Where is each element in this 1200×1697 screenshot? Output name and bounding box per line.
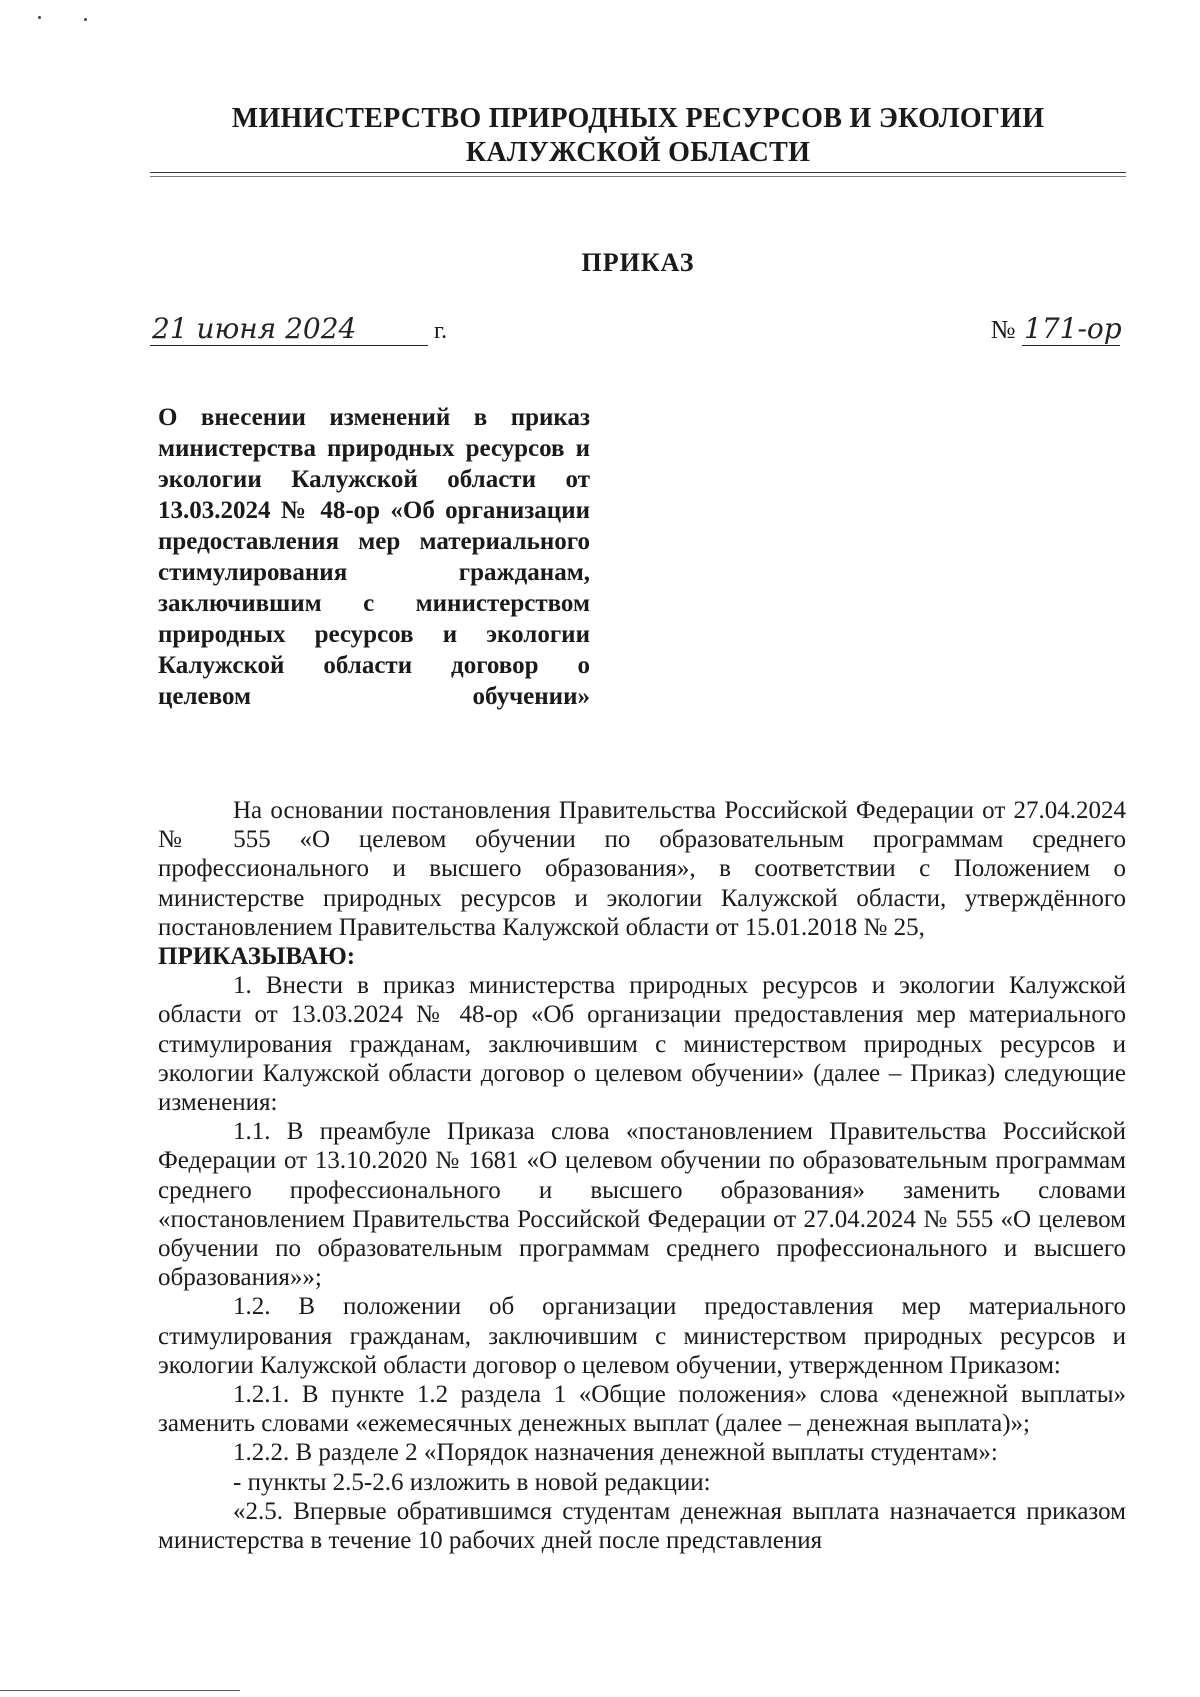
ministry-header [150, 102, 1126, 170]
footer-rule [0, 1690, 240, 1691]
handwritten-number: 171-ор [1024, 312, 1122, 345]
document-number [991, 312, 1120, 346]
paragraph-1: 1. Внести в приказ министерства природных ресурсов и экологии Калужской области от 13.03.2024 № 48-ор «Об организации предоставления мер материального стимулирования гражданам, заключившим с министерством природных ресурсов и экологии Калужской области договор о целевом обучении» (далее – Приказ) следующие изменения: [158, 972, 1126, 1117]
header-rule-secondary [150, 176, 1126, 177]
handwritten-date: 21 июня 2024 [150, 312, 428, 346]
paragraph-1-1: 1.1. В преамбуле Приказа слова «постановлением Правительства Российской Федерации от 13.10.2020 № 1681 «О целевом обучении по образовательным программам среднего профессионального и высшего образования» заменить словами «постановлением Правительства Российской Федерации от 27.04.2024 № 555 «О целевом обучении по образовательным программам среднего профессионального и высшего образования»»; [158, 1118, 1126, 1292]
document-body [158, 796, 1126, 1555]
document-subject: О внесении изменений в приказ министерства природных ресурсов и экологии Калужской области от 13.03.2024 № 48-ор «Об организации предоставления мер материального стимулирования гражданам, заключившим с министерством природных ресурсов и экологии Калужской области договор о целевом обучении» [158, 404, 590, 710]
scan-speck [84, 18, 87, 21]
preamble-paragraph: На основании постановления Правительства Российской Федерации от 27.04.2024 № 555 «О целевом обучении по образовательным программам среднего профессионального и высшего образования», в соответствии с Положением о министерстве природных ресурсов и экологии Калужской области, утверждённого постановлением Правительства Калужской области от 15.01.2018 № 25, [158, 797, 1126, 941]
document-type: ПРИКАЗ [581, 248, 695, 277]
paragraph-items: - пункты 2.5-2.6 изложить в новой редакции: [233, 1468, 711, 1496]
paragraph-1-2-2: 1.2.2. В разделе 2 «Порядок назначения денежной выплаты студентам»: [233, 1439, 998, 1467]
header-rule [150, 172, 1126, 173]
ministry-header-line1: МИНИСТЕРСТВО ПРИРОДНЫХ РЕСУРСОВ И ЭКОЛОГИИ [231, 103, 1045, 134]
scan-speck [38, 16, 41, 19]
number-prefix: № [990, 315, 1016, 344]
paragraph-1-2: 1.2. В положении об организации предоставления мер материального стимулирования гражданам, заключившим с министерством природных ресурсов и экологии Калужской области договор о целевом обучении, утвержденном Приказом: [158, 1293, 1126, 1379]
order-word: ПРИКАЗЫВАЮ: [158, 943, 356, 971]
ministry-header-line2: КАЛУЖСКОЙ ОБЛАСТИ [465, 137, 811, 168]
document-date [150, 312, 447, 348]
paragraph-2-5: «2.5. Впервые обратившимся студентам денежная выплата назначается приказом министерства в течение 10 рабочих дней после представления [158, 1497, 1126, 1555]
paragraph-1-2-1: 1.2.1. В пункте 1.2 раздела 1 «Общие положения» слова «денежной выплаты» заменить словами «ежемесячных денежных выплат (далее – денежная выплата)»; [158, 1381, 1126, 1438]
date-suffix: г. [434, 318, 448, 344]
